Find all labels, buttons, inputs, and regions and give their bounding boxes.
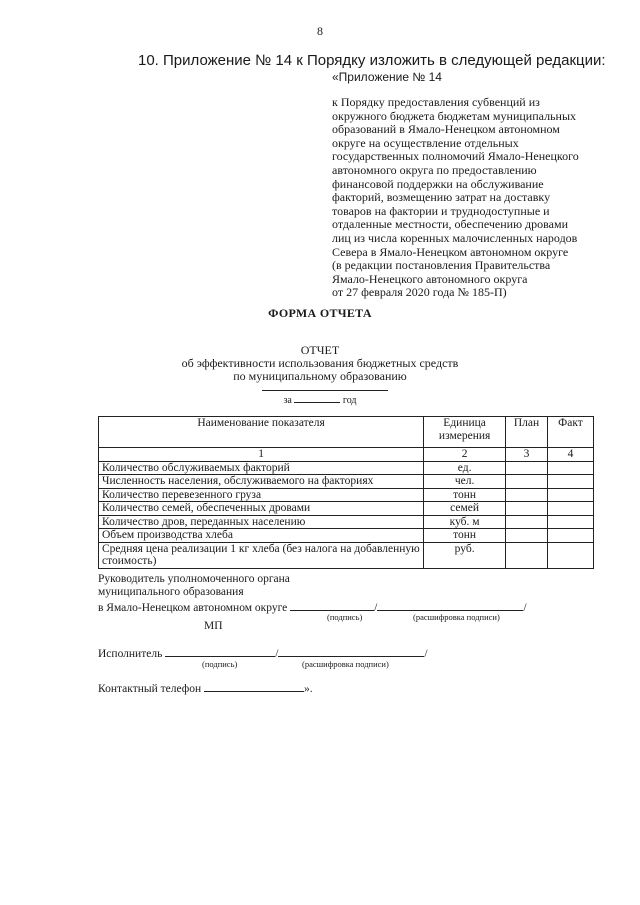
appendix-description-line: товаров на фактории и труднодоступные и — [332, 203, 550, 218]
appendix-description-line: Севера в Ямало-Ненецком автономном округе — [332, 244, 569, 259]
head-sign-line: в Ямало-Ненецком автономном округе / / — [98, 599, 527, 615]
plan-cell[interactable] — [506, 488, 548, 502]
report-subtitle: об эффективности использования бюджетных средств — [181, 356, 459, 370]
executor-sign-caption: (подпись) — [202, 659, 238, 669]
indicator-unit: куб. м — [424, 515, 506, 529]
table-header-row — [99, 417, 594, 448]
indicator-unit: руб. — [424, 542, 506, 568]
appendix-description-line: окружного бюджета бюджетам муниципальных — [332, 108, 577, 123]
executor-line: Исполнитель / / — [98, 645, 428, 661]
indicator-name: Количество перевезенного груза — [99, 488, 424, 502]
head-decrypt-caption: (расшифровка подписи) — [413, 612, 500, 622]
form-title: ФОРМА ОТЧЕТА — [268, 306, 372, 320]
appendix-description-line: государственных полномочий Ямало-Ненецкого — [332, 149, 579, 164]
table-row — [99, 529, 594, 543]
appendix-description-line: округе на осуществление отдельных — [332, 135, 519, 150]
contact-phone-line — [98, 680, 313, 696]
appendix-description-line: от 27 февраля 2020 года № 185-П) — [332, 285, 507, 300]
executor-decrypt-caption: (расшифровка подписи) — [302, 659, 389, 669]
table-row — [99, 475, 594, 489]
appendix-description-line: (в редакции постановления Правительства — [332, 258, 551, 273]
head-decrypt-field[interactable] — [377, 599, 523, 611]
column-number: 2 — [424, 448, 506, 462]
table-row — [99, 461, 594, 475]
report-table — [98, 416, 594, 569]
fact-cell[interactable] — [548, 475, 594, 489]
appendix-description-line: факторий, возмещению затрат на доставку — [332, 190, 551, 205]
indicator-name: Численность населения, обслуживаемого на факториях — [99, 475, 424, 489]
executor-decrypt-field[interactable] — [278, 645, 424, 657]
plan-cell[interactable] — [506, 475, 548, 489]
period-suffix: год — [342, 395, 357, 406]
header-indicator: Наименование показателя — [99, 417, 424, 448]
contact-phone-field[interactable] — [204, 680, 304, 692]
closing-quote: ». — [304, 683, 313, 695]
head-sign-caption: (подпись) — [327, 612, 363, 622]
fact-cell[interactable] — [548, 488, 594, 502]
plan-cell[interactable] — [506, 515, 548, 529]
fact-cell[interactable] — [548, 461, 594, 475]
plan-cell[interactable] — [506, 529, 548, 543]
indicator-name: Количество обслуживаемых факторий — [99, 461, 424, 475]
head-title-line: Руководитель уполномоченного органа — [98, 573, 290, 585]
contact-phone-label: Контактный телефон — [98, 683, 202, 695]
table-row — [99, 542, 594, 568]
appendix-title: «Приложение № 14 — [332, 70, 442, 84]
report-title-block — [0, 344, 640, 383]
executor-signature-field[interactable] — [165, 645, 275, 657]
plan-cell[interactable] — [506, 542, 548, 568]
fact-cell[interactable] — [548, 529, 594, 543]
stamp-mark: МП — [204, 620, 223, 632]
header-unit: Единица измерения — [424, 417, 506, 448]
plan-cell[interactable] — [506, 461, 548, 475]
indicator-name: Средняя цена реализации 1 кг хлеба (без налога на добавленную стоимость) — [99, 542, 424, 568]
head-signature-block — [98, 573, 527, 615]
header-fact: Факт — [548, 417, 594, 448]
fact-cell[interactable] — [548, 542, 594, 568]
report-subtitle-municipality: по муниципальному образованию — [233, 369, 407, 383]
table-row — [99, 488, 594, 502]
indicator-name: Количество семей, обеспеченных дровами — [99, 502, 424, 516]
column-number: 4 — [548, 448, 594, 462]
appendix-description-line: к Порядку предоставления субвенций из — [332, 95, 540, 109]
table-row — [99, 502, 594, 516]
appendix-description-line: образований в Ямало-Ненецком автономном — [332, 122, 560, 137]
head-title-line: муниципального образования — [98, 586, 244, 598]
report-period — [0, 391, 640, 406]
indicator-unit: семей — [424, 502, 506, 516]
appendix-description-line: финансовой поддержки на обслуживание — [332, 176, 544, 191]
appendix-description-line: Ямало-Ненецкого автономного округа — [332, 271, 528, 286]
fact-cell[interactable] — [548, 502, 594, 516]
year-blank[interactable] — [294, 391, 340, 403]
column-number: 3 — [506, 448, 548, 462]
column-number: 1 — [99, 448, 424, 462]
plan-cell[interactable] — [506, 502, 548, 516]
header-plan: План — [506, 417, 548, 448]
indicator-unit: тонн — [424, 529, 506, 543]
head-signature-field[interactable] — [290, 599, 374, 611]
appendix-description-line: автономного округа по предоставлению — [332, 162, 537, 177]
appendix-description — [332, 96, 622, 300]
page-number: 8 — [317, 24, 323, 38]
appendix-description-line: лиц из числа коренных малочисленных народов — [332, 230, 578, 245]
amendment-item: 10. Приложение № 14 к Порядку изложить в следующей редакции: — [138, 52, 606, 69]
period-prefix: за — [283, 395, 292, 406]
head-title-line: в Ямало-Ненецком автономном округе — [98, 602, 288, 614]
indicator-name: Количество дров, переданных населению — [99, 515, 424, 529]
fact-cell[interactable] — [548, 515, 594, 529]
table-row — [99, 515, 594, 529]
indicator-unit: чел. — [424, 475, 506, 489]
table-number-row — [99, 448, 594, 462]
appendix-description-line: отдаленные местности, обеспечению дровами — [332, 217, 568, 232]
indicator-name: Объем производства хлеба — [99, 529, 424, 543]
report-title: ОТЧЕТ — [300, 343, 340, 357]
indicator-unit: ед. — [424, 461, 506, 475]
indicator-unit: тонн — [424, 488, 506, 502]
executor-label: Исполнитель — [98, 648, 163, 660]
